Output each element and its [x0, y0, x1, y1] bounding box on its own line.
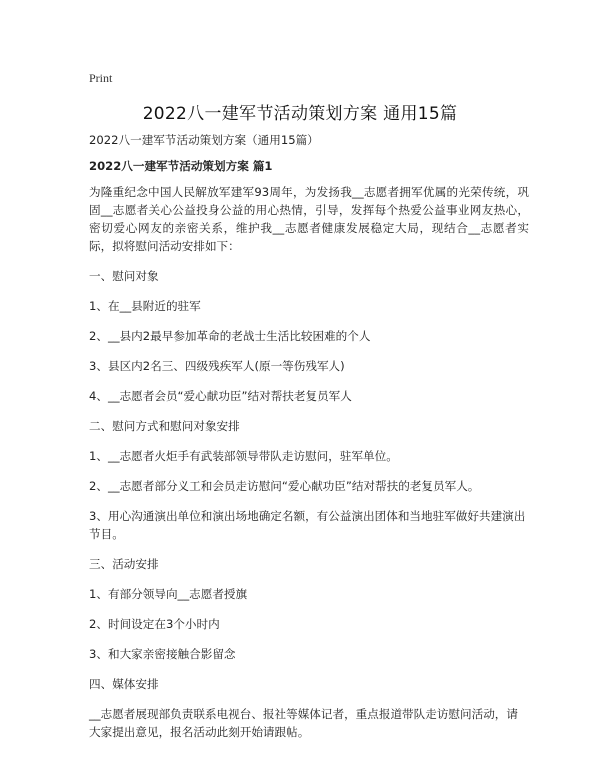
- list-item: 3、用心沟通演出单位和演出场地确定名额，有公益演出团体和当地驻军做好共建演出节目。: [89, 509, 526, 541]
- list-item: 4、__志愿者会员“爱心献功臣”结对帮扶老复员军人: [89, 389, 352, 403]
- document-content: [89, 131, 529, 753]
- list-item: 2、时间设定在3个小时内: [89, 617, 220, 631]
- heading-activity-arrangement: 三、活动安排: [89, 557, 159, 571]
- list-item: 1、有部分领导向__志愿者授旗: [89, 587, 248, 601]
- document-subtitle: 2022八一建军节活动策划方案（通用15篇）: [89, 133, 319, 147]
- heading-media-arrangement: 四、媒体安排: [89, 677, 159, 691]
- list-item: 3、和大家亲密接触合影留念: [89, 647, 236, 661]
- heading-visit-methods: 二、慰问方式和慰问对象安排: [89, 419, 240, 433]
- document-title: 2022八一建军节活动策划方案 通用15篇: [142, 104, 458, 124]
- list-item: 1、在__县附近的驻军: [89, 299, 201, 313]
- print-label: Print: [89, 71, 113, 85]
- media-paragraph: __志愿者展现部负责联系电视台、报社等媒体记者，重点报道带队走访慰问活动，请大家提出意见，报名活动此刻开始请跟帖。: [89, 707, 518, 739]
- list-item: 2、__志愿者部分义工和会员走访慰问“爱心献功臣”结对帮扶的老复员军人。: [89, 479, 480, 493]
- list-item: 1、__志愿者火炬手有武装部领导带队走访慰问，驻军单位。: [89, 449, 398, 463]
- list-item: 2、__县内2最早参加革命的老战士生活比较困难的个人: [89, 329, 371, 343]
- section-heading: 2022八一建军节活动策划方案 篇1: [89, 159, 273, 173]
- list-item: 3、县区内2名三、四级残疾军人(原一等伤残军人): [89, 359, 345, 373]
- intro-paragraph: 为隆重纪念中国人民解放军建军93周年，为发扬我__志愿者拥军优属的光荣传统，巩固__志愿者关心公益投身公益的用心热情，引导，发挥每个热爱公益事业网友热心，密切爱心网友的亲密关系，维护我__志愿者健康发展稳定大局，现结合__志愿者实际，拟将慰问活动安排如下：: [89, 185, 529, 253]
- heading-visit-targets: 一、慰问对象: [89, 269, 159, 283]
